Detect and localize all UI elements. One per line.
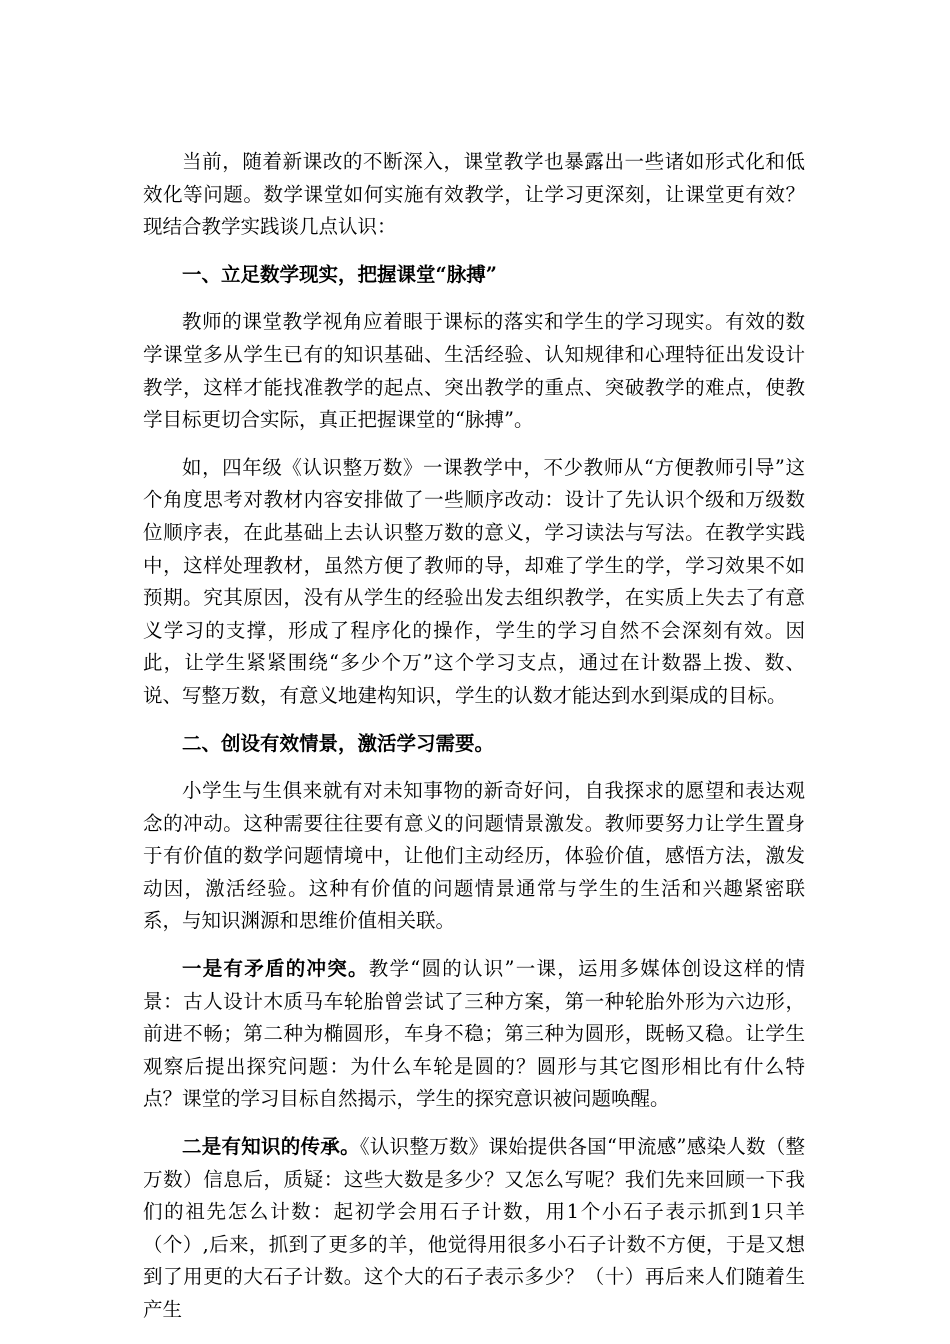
point-2-lead: 二是有知识的传承。: [182, 1135, 360, 1159]
section2-point-2: [143, 1131, 805, 1327]
document-page: [143, 146, 805, 1327]
intro-paragraph: 当前，随着新课改的不断深入，课堂教学也暴露出一些诸如形式化和低效化等问题。数学课堂如何实施有效教学，让学习更深刻，让课堂更有效？现结合教学实践谈几点认识：: [143, 150, 805, 239]
section1-paragraph-1: 教师的课堂教学视角应着眼于课标的落实和学生的学习现实。有效的数学课堂多从学生已有的知识基础、生活经验、认知规律和心理特征出发设计教学，这样才能找准教学的起点、突出教学的重点、突破教学的难点，使教学目标更切合实际，真正把握课堂的“脉搏”。: [143, 310, 805, 432]
point-1-lead: 一是有矛盾的冲突。: [182, 957, 369, 981]
section2-heading: 二、创设有效情景，激活学习需要。: [182, 731, 495, 755]
section2-paragraph-1: 小学生与生俱来就有对未知事物的新奇好问，自我探求的愿望和表达观念的冲动。这种需要往往要有意义的问题情景激发。教师要努力让学生置身于有价值的数学问题情境中，让他们主动经历，体验价值，感悟方法，激发动因，激活经验。这种有价值的问题情景通常与学生的生活和兴趣紧密联系，与知识渊源和思维价值相关联。: [143, 779, 805, 933]
point-1-body: 教学“圆的认识”一课，运用多媒体创设这样的情景：古人设计木质马车轮胎曾尝试了三种方案，第一种轮胎外形为六边形，前进不畅；第二种为椭圆形，车身不稳；第三种为圆形，既畅又稳。让学生观察后提出探究问题：为什么车轮是圆的？圆形与其它图形相比有什么特点？课堂的学习目标自然揭示，学生的探究意识被问题唤醒。: [143, 957, 805, 1111]
section2-point-1: [143, 953, 805, 1116]
point-2-body: 《认识整万数》课始提供各国“甲流感”感染人数（整万数）信息后，质疑：这些大数是多少？又怎么写呢？我们先来回顾一下我们的祖先怎么计数：起初学会用石子计数，用1个小石子表示抓到1只羊（个）,后来，抓到了更多的羊，他觉得用很多小石子计数不方便，于是又想到了用更的大石子计数。这个大的石子表示多少？（十）再后来人们随着生产生: [143, 1135, 805, 1321]
section1-heading: 一、立足数学现实，把握课堂“脉搏”: [182, 262, 497, 286]
section1-paragraph-2: 如，四年级《认识整万数》一课教学中，不少教师从“方便教师引导”这个角度思考对教材内容安排做了一些顺序改动：设计了先认识个级和万级数位顺序表，在此基础上去认识整万数的意义，学习读法与写法。在教学实践中，这样处理教材，虽然方便了教师的导，却难了学生的学，学习效果不如预期。究其原因，没有从学生的经验出发去组织教学，在实质上失去了有意义学习的支撑，形成了程序化的操作，学生的学习自然不会深刻有效。因此，让学生紧紧围绕“多少个万”这个学习支点，通过在计数器上拨、数、说、写整万数，有意义地建构知识，学生的认数才能达到水到渠成的目标。: [143, 455, 805, 707]
